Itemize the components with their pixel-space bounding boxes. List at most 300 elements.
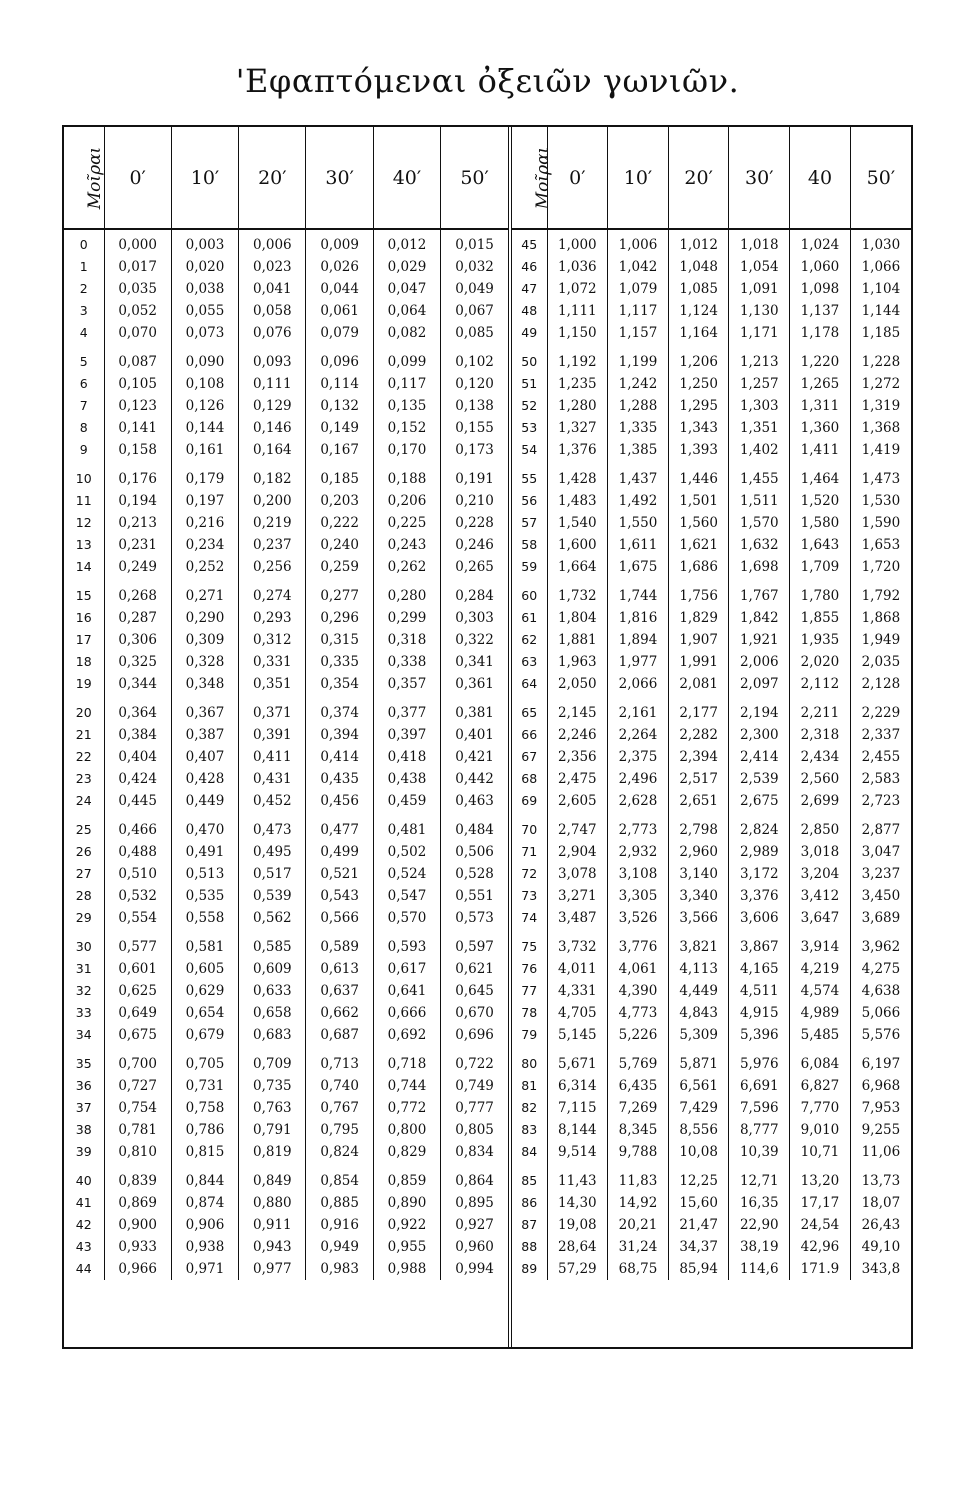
table-row — [512, 256, 911, 278]
table-row — [512, 229, 911, 256]
tangent-value-cell: 0,456 — [306, 790, 373, 812]
tangent-value-cell: 0,605 — [171, 958, 238, 980]
degree-header-label: Μοῖραι — [85, 146, 106, 209]
tangent-value-cell: 2,699 — [790, 790, 851, 812]
tangent-value-cell: 4,331 — [547, 980, 608, 1002]
tangent-value-cell: 0,617 — [373, 958, 440, 980]
tangent-value-cell: 0,219 — [239, 512, 306, 534]
tangent-value-cell: 0,463 — [455, 793, 494, 809]
degree-cell: 52 — [512, 395, 547, 417]
tangent-value-cell: 1,804 — [547, 607, 608, 629]
tangent-value-cell: 0,558 — [171, 907, 238, 929]
tangent-value-cell: 2,496 — [608, 768, 669, 790]
degree-cell: 35 — [64, 1046, 104, 1075]
tangent-value-cell: 1,178 — [790, 322, 851, 344]
tangent-value-cell: 0,303 — [455, 610, 494, 626]
degree-cell: 53 — [512, 417, 547, 439]
table-row — [512, 395, 911, 417]
tangent-value-cell: 0,047 — [373, 278, 440, 300]
table-row — [64, 1119, 508, 1141]
tangent-value-cell: 0,449 — [171, 790, 238, 812]
tangent-value-cell: 1,664 — [547, 556, 608, 578]
tangent-value-cell: 6,084 — [790, 1046, 851, 1075]
tangent-value-cell: 0,216 — [171, 512, 238, 534]
tangent-value-cell: 0,495 — [239, 841, 306, 863]
tangent-value-cell: 2,455 — [861, 749, 901, 765]
tangent-value-cell: 0,670 — [455, 1005, 494, 1021]
tangent-value-cell: 0,513 — [171, 863, 238, 885]
degree-cell: 80 — [512, 1046, 547, 1075]
tangent-value-cell: 0,287 — [104, 607, 171, 629]
tangent-value-cell: 8,345 — [608, 1119, 669, 1141]
tangent-value-cell: 1,030 — [861, 237, 901, 253]
tangent-value-cell: 0,554 — [104, 907, 171, 929]
table-row — [512, 695, 911, 724]
degree-cell: 43 — [64, 1236, 104, 1258]
table-row — [64, 417, 508, 439]
tangent-value-cell: 0,185 — [306, 461, 373, 490]
tangent-value-cell: 4,165 — [729, 958, 790, 980]
tangent-value-cell: 0,911 — [239, 1214, 306, 1236]
minute-column-header: 50′ — [850, 127, 911, 229]
degree-cell: 18 — [64, 651, 104, 673]
degree-column-header — [512, 127, 554, 229]
tangent-value-cell: 0,844 — [171, 1163, 238, 1192]
table-row — [512, 461, 911, 490]
tangent-value-cell: 1,446 — [668, 461, 729, 490]
table-row — [512, 1258, 911, 1280]
tangent-value-cell: 9,514 — [547, 1141, 608, 1163]
tangent-value-cell: 0,228 — [455, 515, 494, 531]
table-row — [512, 841, 911, 863]
tangent-value-cell: 3,305 — [608, 885, 669, 907]
tangent-value-cell: 0,108 — [171, 373, 238, 395]
tangent-value-cell: 9,788 — [608, 1141, 669, 1163]
tangent-value-cell: 1,343 — [668, 417, 729, 439]
table-row — [64, 607, 508, 629]
tangent-value-cell: 0,864 — [455, 1173, 494, 1189]
tangent-value-cell: 0,473 — [239, 812, 306, 841]
tangent-value-cell: 0,364 — [104, 695, 171, 724]
tangent-value-cell: 24,54 — [790, 1214, 851, 1236]
tangent-value-cell: 0,585 — [239, 929, 306, 958]
tangent-value-cell: 0,262 — [373, 556, 440, 578]
tangent-value-cell: 0,318 — [373, 629, 440, 651]
tangent-value-cell: 0,424 — [104, 768, 171, 790]
tangent-value-cell: 0,182 — [239, 461, 306, 490]
tangent-value-cell: 7,770 — [790, 1097, 851, 1119]
tangent-value-cell: 0,200 — [239, 490, 306, 512]
tangent-value-cell: 0,335 — [306, 651, 373, 673]
table-row — [64, 790, 508, 812]
table-row — [64, 1236, 508, 1258]
degree-cell: 87 — [512, 1214, 547, 1236]
table-row — [512, 490, 911, 512]
degree-cell: 22 — [64, 746, 104, 768]
tangent-value-cell: 0,679 — [171, 1024, 238, 1046]
tangent-value-cell: 14,92 — [608, 1192, 669, 1214]
tangent-value-cell: 0,834 — [455, 1144, 494, 1160]
tangent-value-cell: 0,581 — [171, 929, 238, 958]
table-left — [64, 127, 508, 1280]
tangent-value-cell: 1,192 — [547, 344, 608, 373]
tangent-value-cell: 0,073 — [171, 322, 238, 344]
tangent-value-cell: 0,988 — [373, 1258, 440, 1280]
tangent-value-cell: 0,459 — [373, 790, 440, 812]
degree-cell: 39 — [64, 1141, 104, 1163]
tangent-value-cell: 0,562 — [239, 907, 306, 929]
tangent-value-cell: 2,177 — [668, 695, 729, 724]
tangent-value-cell: 1,632 — [729, 534, 790, 556]
tangent-value-cell: 0,543 — [306, 885, 373, 907]
tangent-value-cell: 1,570 — [729, 512, 790, 534]
tangent-value-cell: 0,731 — [171, 1075, 238, 1097]
tangent-value-cell: 0,152 — [373, 417, 440, 439]
table-row — [64, 229, 508, 256]
degree-cell: 21 — [64, 724, 104, 746]
tangent-value-cell: 2,675 — [729, 790, 790, 812]
tangent-value-cell: 1,111 — [547, 300, 608, 322]
tangent-value-cell: 0,044 — [306, 278, 373, 300]
table-row — [512, 344, 911, 373]
tangent-value-cell: 1,185 — [861, 325, 901, 341]
tangent-value-cell: 0,435 — [306, 768, 373, 790]
tangent-value-cell: 0,815 — [171, 1141, 238, 1163]
table-row — [64, 395, 508, 417]
tangent-value-cell: 1,894 — [608, 629, 669, 651]
table-row — [512, 300, 911, 322]
table-row — [64, 256, 508, 278]
tangent-value-cell: 0,625 — [104, 980, 171, 1002]
table-row — [64, 695, 508, 724]
tangent-value-cell: 1,501 — [668, 490, 729, 512]
table-row — [64, 1002, 508, 1024]
tangent-value-cell: 6,561 — [668, 1075, 729, 1097]
table-row — [64, 1097, 508, 1119]
tangent-value-cell: 0,666 — [373, 1002, 440, 1024]
degree-cell: 36 — [64, 1075, 104, 1097]
tangent-value-cell: 0,123 — [104, 395, 171, 417]
tangent-value-cell: 19,08 — [547, 1214, 608, 1236]
table-row — [512, 373, 911, 395]
tangent-value-cell: 2,264 — [608, 724, 669, 746]
tangent-value-cell: 0,758 — [171, 1097, 238, 1119]
tangent-value-cell: 0,225 — [373, 512, 440, 534]
tangent-value-cell: 2,145 — [547, 695, 608, 724]
degree-cell: 58 — [512, 534, 547, 556]
tangent-value-cell: 2,318 — [790, 724, 851, 746]
tangent-value-cell: 2,475 — [547, 768, 608, 790]
table-row — [64, 958, 508, 980]
tangent-value-cell: 3,689 — [861, 910, 901, 926]
table-row — [64, 1258, 508, 1280]
tangent-value-cell: 0,795 — [306, 1119, 373, 1141]
tangent-value-cell: 1,351 — [729, 417, 790, 439]
table-row — [64, 1214, 508, 1236]
degree-cell: 79 — [512, 1024, 547, 1046]
tangent-value-cell: 0,012 — [373, 229, 440, 256]
tangent-value-cell: 0,524 — [373, 863, 440, 885]
tangent-value-cell: 1,303 — [729, 395, 790, 417]
tangent-value-cell: 0,700 — [104, 1046, 171, 1075]
tangent-value-cell: 0,268 — [104, 578, 171, 607]
tangent-value-cell: 5,576 — [861, 1027, 901, 1043]
tangent-value-cell: 4,390 — [608, 980, 669, 1002]
tangent-value-cell: 0,692 — [373, 1024, 440, 1046]
tangent-value-cell: 0,206 — [373, 490, 440, 512]
tangent-value-cell: 1,792 — [861, 588, 901, 604]
degree-cell: 8 — [64, 417, 104, 439]
tangent-value-cell: 3,526 — [608, 907, 669, 929]
tangent-value-cell: 0,164 — [239, 439, 306, 461]
tangent-value-cell: 0,197 — [171, 490, 238, 512]
tangent-value-cell: 0,696 — [455, 1027, 494, 1043]
tangent-value-cell: 0,705 — [171, 1046, 238, 1075]
tangent-value-cell: 0,374 — [306, 695, 373, 724]
table-row — [64, 1163, 508, 1192]
tangent-value-cell: 3,108 — [608, 863, 669, 885]
tangent-value-cell: 0,613 — [306, 958, 373, 980]
tangent-value-cell: 0,070 — [104, 322, 171, 344]
tangent-value-cell: 1,130 — [729, 300, 790, 322]
table-row — [512, 417, 911, 439]
degree-cell: 17 — [64, 629, 104, 651]
tangent-value-cell: 31,24 — [608, 1236, 669, 1258]
tangent-value-cell: 0,322 — [455, 632, 494, 648]
tangent-value-cell: 0,641 — [373, 980, 440, 1002]
tangent-value-cell: 0,777 — [455, 1100, 494, 1116]
tangent-value-cell: 2,194 — [729, 695, 790, 724]
tangent-value-cell: 12,25 — [668, 1163, 729, 1192]
degree-cell: 30 — [64, 929, 104, 958]
table-row — [512, 651, 911, 673]
tangent-value-cell: 0,306 — [104, 629, 171, 651]
header-row — [512, 127, 911, 229]
tangent-value-cell: 0,290 — [171, 607, 238, 629]
tangent-value-cell: 0,654 — [171, 1002, 238, 1024]
tangent-value-cell: 17,17 — [790, 1192, 851, 1214]
degree-cell: 57 — [512, 512, 547, 534]
table-row — [64, 300, 508, 322]
tangent-value-cell: 1,780 — [790, 578, 851, 607]
table-row — [512, 578, 911, 607]
tangent-value-cell: 0,076 — [239, 322, 306, 344]
tangent-value-cell: 2,337 — [861, 727, 901, 743]
tangent-value-cell: 0,532 — [104, 885, 171, 907]
tangent-value-cell: 2,229 — [861, 705, 901, 721]
tangent-value-cell: 0,135 — [373, 395, 440, 417]
tangent-value-cell: 1,550 — [608, 512, 669, 534]
table-row — [64, 490, 508, 512]
table-row — [64, 907, 508, 929]
tangent-value-cell: 171.9 — [790, 1258, 851, 1280]
tangent-value-cell: 0,727 — [104, 1075, 171, 1097]
degree-cell: 28 — [64, 885, 104, 907]
tangent-value-cell: 0,411 — [239, 746, 306, 768]
tangent-value-cell: 1,137 — [790, 300, 851, 322]
tangent-value-cell: 5,309 — [668, 1024, 729, 1046]
tangent-value-cell: 0,601 — [104, 958, 171, 980]
tangent-value-cell: 0,445 — [104, 790, 171, 812]
tangent-value-cell: 1,455 — [729, 461, 790, 490]
table-row — [64, 812, 508, 841]
tangent-value-cell: 0,090 — [171, 344, 238, 373]
tangent-value-cell: 5,976 — [729, 1046, 790, 1075]
tangent-value-cell: 0,829 — [373, 1141, 440, 1163]
tangent-value-cell: 3,078 — [547, 863, 608, 885]
tangent-value-cell: 8,144 — [547, 1119, 608, 1141]
tangent-value-cell: 22,90 — [729, 1214, 790, 1236]
tangent-value-cell: 0,293 — [239, 607, 306, 629]
tangent-value-cell: 0,577 — [104, 929, 171, 958]
tangent-value-cell: 0,312 — [239, 629, 306, 651]
tangent-value-cell: 0,535 — [171, 885, 238, 907]
tangent-value-cell: 0,547 — [373, 885, 440, 907]
tangent-value-cell: 0,213 — [104, 512, 171, 534]
tangent-value-cell: 1,720 — [861, 559, 901, 575]
tangent-table — [62, 125, 913, 1349]
tangent-value-cell: 0,144 — [171, 417, 238, 439]
tangent-value-cell: 1,829 — [668, 607, 729, 629]
minute-column-header: 30′ — [729, 127, 790, 229]
tangent-value-cell: 1,098 — [790, 278, 851, 300]
table-row — [64, 1075, 508, 1097]
tangent-value-cell: 0,381 — [455, 705, 494, 721]
tangent-value-cell: 2,539 — [729, 768, 790, 790]
tangent-value-cell: 1,228 — [861, 354, 901, 370]
tangent-value-cell: 1,272 — [861, 376, 901, 392]
tangent-value-cell: 1,000 — [547, 229, 608, 256]
tangent-value-cell: 0,129 — [239, 395, 306, 417]
tangent-value-cell: 2,747 — [547, 812, 608, 841]
tangent-value-cell: 0,749 — [455, 1078, 494, 1094]
tangent-value-cell: 0,744 — [373, 1075, 440, 1097]
tangent-value-cell: 1,600 — [547, 534, 608, 556]
tangent-value-cell: 2,932 — [608, 841, 669, 863]
tangent-value-cell: 0,367 — [171, 695, 238, 724]
degree-cell: 38 — [64, 1119, 104, 1141]
tangent-value-cell: 1,091 — [729, 278, 790, 300]
table-row — [64, 746, 508, 768]
tangent-value-cell: 1,265 — [790, 373, 851, 395]
tangent-value-cell: 0,006 — [239, 229, 306, 256]
tangent-value-cell: 8,777 — [729, 1119, 790, 1141]
tangent-value-cell: 1,295 — [668, 395, 729, 417]
tangent-value-cell: 0,521 — [306, 863, 373, 885]
tangent-value-cell: 0,371 — [239, 695, 306, 724]
table-row — [512, 980, 911, 1002]
tangent-value-cell: 0,442 — [455, 771, 494, 787]
tangent-value-cell: 1,621 — [668, 534, 729, 556]
tangent-value-cell: 5,145 — [547, 1024, 608, 1046]
degree-cell: 1 — [64, 256, 104, 278]
tangent-value-cell: 0,328 — [171, 651, 238, 673]
tangent-value-cell: 1,060 — [790, 256, 851, 278]
tangent-value-cell: 1,079 — [608, 278, 669, 300]
tangent-value-cell: 5,226 — [608, 1024, 669, 1046]
tangent-value-cell: 1,376 — [547, 439, 608, 461]
degree-cell: 20 — [64, 695, 104, 724]
tangent-value-cell: 0,387 — [171, 724, 238, 746]
tangent-value-cell: 2,050 — [547, 673, 608, 695]
tangent-value-cell: 0,477 — [306, 812, 373, 841]
tangent-value-cell: 0,315 — [306, 629, 373, 651]
tangent-value-cell: 0,397 — [373, 724, 440, 746]
tangent-value-cell: 15,60 — [668, 1192, 729, 1214]
tangent-value-cell: 0,900 — [104, 1214, 171, 1236]
degree-cell: 32 — [64, 980, 104, 1002]
tangent-value-cell: 0,096 — [306, 344, 373, 373]
tangent-value-cell: 0,377 — [373, 695, 440, 724]
tangent-value-cell: 0,452 — [239, 790, 306, 812]
tangent-value-cell: 0,418 — [373, 746, 440, 768]
tangent-value-cell: 3,732 — [547, 929, 608, 958]
tangent-value-cell: 0,916 — [306, 1214, 373, 1236]
tangent-value-cell: 4,113 — [668, 958, 729, 980]
tangent-value-cell: 7,269 — [608, 1097, 669, 1119]
tangent-value-cell: 0,149 — [306, 417, 373, 439]
degree-cell: 40 — [64, 1163, 104, 1192]
tangent-value-cell: 0,589 — [306, 929, 373, 958]
tangent-value-cell: 12,71 — [729, 1163, 790, 1192]
table-row — [64, 1141, 508, 1163]
tangent-value-cell: 1,590 — [861, 515, 901, 531]
tangent-value-cell: 1,124 — [668, 300, 729, 322]
tangent-value-cell: 1,675 — [608, 556, 669, 578]
tangent-value-cell: 1,686 — [668, 556, 729, 578]
tangent-value-cell: 3,140 — [668, 863, 729, 885]
degree-cell: 25 — [64, 812, 104, 841]
tangent-value-cell: 1,698 — [729, 556, 790, 578]
tangent-value-cell: 0,117 — [373, 373, 440, 395]
tangent-value-cell: 1,963 — [547, 651, 608, 673]
tangent-value-cell: 0,394 — [306, 724, 373, 746]
minute-column-header: 30′ — [306, 127, 373, 229]
table-row — [64, 673, 508, 695]
tangent-value-cell: 0,800 — [373, 1119, 440, 1141]
degree-cell: 77 — [512, 980, 547, 1002]
tangent-value-cell: 1,006 — [608, 229, 669, 256]
tangent-value-cell: 1,611 — [608, 534, 669, 556]
degree-cell: 29 — [64, 907, 104, 929]
tangent-value-cell: 3,018 — [790, 841, 851, 863]
tangent-value-cell: 1,991 — [668, 651, 729, 673]
tangent-value-cell: 2,282 — [668, 724, 729, 746]
tangent-value-cell: 0,854 — [306, 1163, 373, 1192]
degree-cell: 76 — [512, 958, 547, 980]
tangent-value-cell: 0,284 — [455, 588, 494, 604]
degree-cell: 61 — [512, 607, 547, 629]
tangent-value-cell: 1,036 — [547, 256, 608, 278]
tangent-value-cell: 0,649 — [104, 1002, 171, 1024]
tangent-value-cell: 0,015 — [455, 237, 494, 253]
tangent-value-cell: 0,052 — [104, 300, 171, 322]
tangent-value-cell: 7,953 — [861, 1100, 901, 1116]
table-row — [512, 1214, 911, 1236]
degree-cell: 88 — [512, 1236, 547, 1258]
tangent-value-cell: 1,335 — [608, 417, 669, 439]
table-row — [512, 673, 911, 695]
tangent-value-cell: 0,000 — [104, 229, 171, 256]
tangent-value-cell: 0,539 — [239, 885, 306, 907]
tangent-value-cell: 0,401 — [455, 727, 494, 743]
tangent-value-cell: 0,484 — [455, 822, 494, 838]
tangent-value-cell: 0,167 — [306, 439, 373, 461]
tangent-value-cell: 2,583 — [861, 771, 901, 787]
tangent-value-cell: 16,35 — [729, 1192, 790, 1214]
degree-column-header — [64, 127, 104, 229]
tangent-value-cell: 1,235 — [547, 373, 608, 395]
